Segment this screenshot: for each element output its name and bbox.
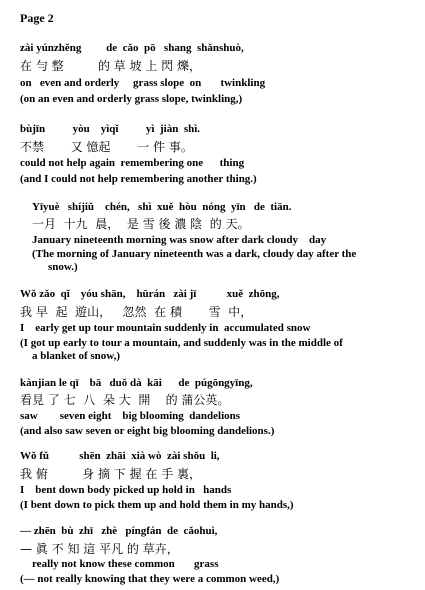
pinyin-line: Wǒ fǔ shēn zhāi xià wò zài shǒu li, — [20, 450, 220, 462]
pinyin-line: zài yúnzhěng de cǎo pō shang shǎnshuò, — [20, 42, 244, 54]
hanzi-line: 一月 十九 晨， 是 雪 後 濃 陰 的 天。 — [32, 217, 250, 231]
hanzi-line: 在 勻 整 的 草 坡 上 閃 爍， — [20, 59, 202, 73]
hanzi-line: 看見 了 七 八 朵 大 開 的 蒲公英。 — [20, 393, 230, 407]
gloss-line: could not help again remembering one thing — [20, 157, 245, 169]
hanzi-line: — 眞 不 知 這 平凡 的 草卉， — [20, 542, 179, 556]
translation-line: (The morning of January nineteenth was a dark, cloudy day after the — [32, 248, 357, 260]
pinyin-line: kànjian le qī bā duǒ dà kāi de púgōngyīng, — [20, 377, 253, 389]
pinyin-line: Wǒ zǎo qǐ yóu shān, hūrán zài jī xuě zhōng, — [20, 288, 280, 300]
page-label: Page 2 — [20, 11, 54, 25]
translation-line: snow.) — [48, 261, 78, 273]
translation-line: (on an even and orderly grass slope, twinkling,) — [20, 93, 243, 105]
translation-line: a blanket of snow,) — [32, 350, 121, 362]
translation-line: (I got up early to tour a mountain, and suddenly was in the middle of — [20, 337, 343, 349]
gloss-line: saw seven eight big blooming dandelions — [20, 410, 241, 422]
pinyin-line: bùjīn yòu yìqǐ yì jiàn shì. — [20, 123, 201, 135]
gloss-line: January nineteenth morning was snow after dark cloudy day — [32, 234, 327, 246]
translation-line: (and also saw seven or eight big blooming dandelions.) — [20, 425, 275, 437]
hanzi-line: 我 俯 身 摘 下 握 在 手 裏， — [20, 467, 202, 481]
gloss-line: I early get up tour mountain suddenly in accumulated snow — [20, 322, 311, 334]
translation-line: (I bent down to pick them up and hold them in my hands,) — [20, 499, 294, 511]
translation-line: (and I could not help remembering another thing.) — [20, 173, 257, 185]
pinyin-line: — zhēn bù zhī zhè píngfán de cǎohuì, — [20, 525, 218, 537]
hanzi-line: 我 早 起 遊山， 忽然 在 積 雪 中， — [20, 305, 253, 319]
pinyin-line: Yīyuè shíjiǔ chén, shì xuě hòu nóng yīn de tiān. — [32, 201, 292, 213]
gloss-line: on even and orderly grass slope on twinkling — [20, 77, 266, 89]
gloss-line: really not know these common grass — [32, 558, 219, 570]
translation-line: (— not really knowing that they were a common weed,) — [20, 573, 280, 585]
gloss-line: I bent down body picked up hold in hands — [20, 484, 232, 496]
hanzi-line: 不禁 又 憶起 一 件 事。 — [20, 140, 193, 154]
